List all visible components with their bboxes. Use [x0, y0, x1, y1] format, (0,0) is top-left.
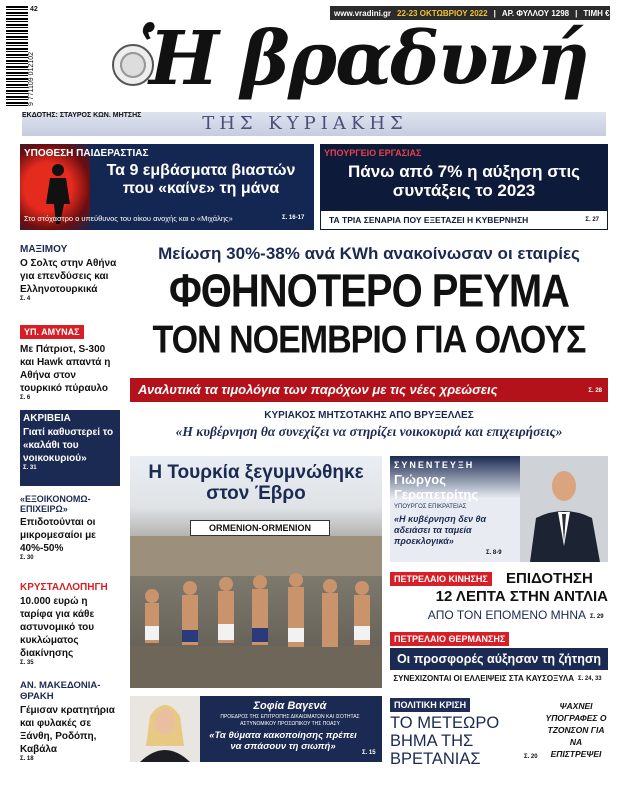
top-right-sub: ΤΑ ΤΡΙΑ ΣΕΝΑΡΙΑ ΠΟΥ ΕΞΕΤΑΖΕΙ Η ΚΥΒΕΡΝΗΣΗ — [329, 215, 529, 225]
diesel-sub: ΑΠΟ ΤΟΝ ΕΠΟΜΕΝΟ ΜΗΝΑ — [427, 608, 586, 622]
sidebar-item-0[interactable] — [20, 244, 120, 302]
sidebar-page: Σ. 30 — [20, 555, 34, 561]
issue-number: ΑΡ. ΦΥΛΛΟΥ 1298 — [501, 8, 570, 18]
top-left-sub: Στο στόχαστρο ο υπεύθυνος του οίκου ανοχής και ο «Μιχάλης» — [24, 214, 233, 223]
vagena-page: Σ. 15 — [362, 750, 376, 756]
top-left-story[interactable] — [20, 144, 314, 230]
top-right-story[interactable] — [320, 144, 608, 230]
politics-tag: ΠΟΛΙΤΙΚΗ ΚΡΙΣΗ — [390, 698, 470, 712]
heating-headline: Οι προσφορές αύξησαν τη ζήτηση — [390, 648, 608, 670]
publisher-line: ΕΚΔΟΤΗΣ: ΣΤΑΥΡΟΣ ΚΩΝ. ΜΗΤΣΗΣ — [22, 112, 142, 119]
heating-tag: ΠΕΤΡΕΛΑΙΟ ΘΕΡΜΑΝΣΗΣ — [390, 632, 509, 646]
photo-headline: Η Τουρκία ξεγυμνώθηκε στον Έβρο — [148, 462, 364, 504]
photo-story[interactable] — [130, 456, 382, 688]
main-headline-1: ΦΘΗΝΟΤΕΡΟ ΡΕΥΜΑ — [168, 266, 570, 317]
top-left-tag: ΥΠΟΘΕΣΗ ΠΑΙΔΕΡΑΣΤΙΑΣ — [24, 148, 149, 159]
interview-box[interactable] — [390, 456, 608, 562]
sidebar-item-2[interactable] — [20, 410, 120, 486]
sidebar-item-3[interactable] — [20, 494, 120, 561]
sidebar-item-1[interactable] — [20, 322, 120, 401]
top-right-headline: Πάνω από 7% η αύξηση στις συντάξεις το 2023 — [347, 162, 581, 200]
interview-quote: «Η κυβέρνηση δεν θα αδειάσει τα ταμεία προεκλογικά» — [394, 514, 487, 546]
migrants-photo — [130, 536, 382, 688]
barcode — [6, 6, 28, 106]
website-url: www.vradini.gr — [334, 8, 392, 18]
interview-name: Γιώργος Γεραπετρίτης — [394, 472, 479, 502]
sidebar-head: ΚΡΥΣΤΑΛΛΟΠΗΓΗ — [20, 582, 108, 593]
edition-number: 42 — [30, 6, 38, 13]
sidebar-body: 10.000 ευρώ η ταρίφα για κάθε αστυνομικό του κυκλώματος διακίνησης — [20, 596, 95, 659]
sidebar-head: ΜΑΞΙΜΟΥ — [20, 244, 68, 255]
quote-text: «Η κυβέρνηση θα συνεχίζει να στηρίζει νοικοκυριά και επιχειρήσεις» — [175, 424, 563, 439]
top-left-headline: Τα 9 εμβάσματα βιαστών που «καίνε» τη μάνα — [106, 162, 296, 197]
vagena-story[interactable] — [130, 696, 382, 762]
top-info-bar: www.vradini.gr 22-23 ΟΚΤΩΒΡΙΟΥ 2022 | ΑΡ. ΦΥΛΛΟΥ 1298 | ΤΙΜΗ € 1,00 — [330, 6, 610, 20]
sidebar-body: Με Πάτριοτ, S-300 και Hawk απαντά η Αθήνα στον τουρκικό πύραυλο — [20, 344, 111, 394]
interview-role: ΥΠΟΥΡΓΟΣ ΕΠΙΚΡΑΤΕΙΑΣ — [394, 504, 467, 510]
sidebar-body: Γέμισαν κρατητήρια και φυλακές σε Ξάνθη, Ροδόπη, Καβάλα — [20, 705, 115, 755]
diesel-headline-b: 12 ΛΕΠΤΑ ΣΤΗΝ ΑΝΤΛΙΑ — [435, 588, 608, 605]
main-kicker: Μείωση 30%-38% ανά KWh ανακοίνωσαν οι εταιρίες — [158, 244, 580, 263]
issue-date: 22-23 ΟΚΤΩΒΡΙΟΥ 2022 — [397, 8, 488, 18]
sidebar-page: Σ. 18 — [20, 756, 34, 762]
barcode-number: 9 771109 012102 — [28, 52, 35, 106]
sidebar-page: Σ. 6 — [20, 395, 31, 401]
main-red-page: Σ. 28 — [588, 388, 602, 394]
sidebar-body: Επιδοτούνται οι μικρομεσαίοι με 40%-50% — [20, 517, 96, 554]
interview-tag: ΣΥΝΕΝΤΕΥΞΗ — [394, 460, 475, 470]
diesel-page: Σ. 29 — [590, 614, 604, 620]
vagena-name: Σοφία Βαγενά — [253, 700, 327, 712]
main-red-bar — [130, 378, 608, 402]
heating-story[interactable] — [390, 632, 608, 688]
politics-page: Σ. 20 — [524, 754, 538, 760]
sidebar-page: Σ. 35 — [20, 660, 34, 666]
main-red-text: Αναλυτικά τα τιμολόγια των παρόχων με τις νέες χρεώσεις — [138, 382, 498, 397]
photo-sign: ORMENION-ORMENION — [190, 520, 330, 536]
masthead-subtitle: ΤΗΣ ΚΥΡΙΑΚΗΣ — [202, 113, 408, 134]
vagena-quote: «Τα θύματα κακοποίησης πρέπει να σπάσουν τη σιωπή» — [209, 730, 357, 752]
main-headline-2: ΤΟΝ ΝΟΕΜΒΡΙΟ ΓΙΑ ΟΛΟΥΣ — [152, 318, 586, 362]
sidebar-page: Σ. 4 — [20, 296, 31, 302]
diesel-headline-a: ΕΠΙΔΟΤΗΣΗ — [506, 570, 593, 587]
sidebar-item-5[interactable] — [20, 680, 120, 762]
top-right-page: Σ. 27 — [585, 217, 599, 223]
interview-page: Σ. 8-9 — [486, 550, 502, 556]
sidebar-body: Γιατί καθυστερεί το «καλάθι του νοικοκυριού» — [23, 427, 114, 464]
top-right-subbar — [320, 210, 608, 230]
politics-headline: ΤΟ ΜΕΤΕΩΡΟ ΒΗΜΑ ΤΗΣ ΒΡΕΤΑΝΙΑΣ — [390, 714, 500, 768]
price: ΤΙΜΗ € 1,00 — [583, 8, 628, 18]
sidebar-page: Σ. 31 — [23, 465, 37, 471]
top-left-page: Σ. 16-17 — [282, 215, 305, 221]
sidebar-item-4[interactable] — [20, 582, 120, 666]
diesel-story[interactable] — [390, 570, 608, 626]
diesel-tag: ΠΕΤΡΕΛΑΙΟ ΚΙΝΗΣΗΣ — [390, 572, 492, 586]
politics-story[interactable] — [390, 696, 540, 768]
sidebar-head: ΑΝ. ΜΑΚΕΔΟΝΙΑ- ΘΡΑΚΗ — [20, 680, 101, 702]
portrait-photo — [520, 456, 608, 562]
sidebar-body: Ο Σολτς στην Αθήνα για επενδύσεις και Ελληνοτουρκικά — [20, 258, 117, 295]
top-right-tag: ΥΠΟΥΡΓΕΙΟ ΕΡΓΑΣΙΑΣ — [324, 148, 422, 158]
heating-page: Σ. 24, 33 — [578, 676, 602, 682]
sidebar-head: ΑΚΡΙΒΕΙΑ — [23, 413, 71, 424]
vagena-role: ΠΡΟΕΔΡΟΣ ΤΗΣ ΕΠΙΤΡΟΠΗΣ ΔΙΚΑΙΩΜΑΤΩΝ ΚΑΙ ΙΣΟΤΗΤΑΣ ΑΣΤΥΝΟΜΙΚΟΥ ΠΡΟΣΩΠΙΚΟΥ ΤΗΣ ΠΟΑΣΥ — [220, 714, 360, 727]
sidebar-head: «ΕΞΟΙΚΟΝΟΜΩ- ΕΠΙΧΕΙΡΩ» — [20, 494, 91, 514]
heating-sub: ΣΥΝΕΧΙΖΟΝΤΑΙ ΟΙ ΕΛΛΕΙΨΕΙΣ ΣΤΑ ΚΑΥΣΟΞΥΛΑ — [393, 674, 574, 683]
vagena-photo — [130, 696, 200, 762]
masthead-title: Ἡ βραδυνή — [138, 16, 588, 102]
johnson-aside: ΨΑΧΝΕΙ ΥΠΟΓΡΑΦΕΣ Ο ΤΖΟΝΣΟΝ ΓΙΑ ΝΑ ΕΠΙΣΤΡΕΨΕΙ — [545, 701, 607, 759]
quote-tag: ΚΥΡΙΑΚΟΣ ΜΗΤΣΟΤΑΚΗΣ ΑΠΟ ΒΡΥΞΕΛΛΕΣ — [264, 410, 474, 421]
sidebar-head: ΥΠ. ΑΜΥΝΑΣ — [20, 325, 84, 339]
